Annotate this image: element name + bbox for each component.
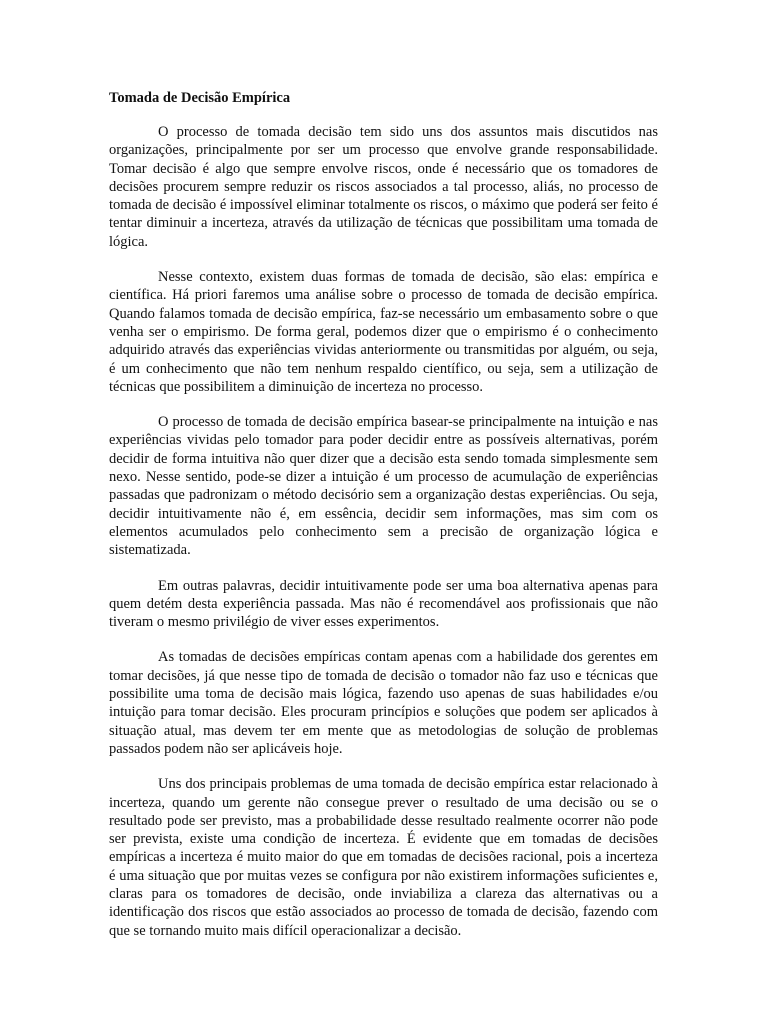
- paragraph-5: As tomadas de decisões empíricas contam apenas com a habilidade dos gerentes em tomar decisões, já que nesse tipo de tomada de decisão o tomador não faz uso e técnicas que possibilite uma toma de decisão mais lógica, fazendo uso apenas de suas habilidades e/ou intuição para tomar decisão. Eles procuram princípios e soluções que podem ser aplicados à situação atual, mas devem ter em mente que as metodologias de solução de problemas passados podem não ser aplicáveis hoje.: [109, 649, 658, 757]
- paragraph-3: O processo de tomada de decisão empírica basear-se principalmente na intuição e nas experiências vividas pelo tomador para poder decidir entre as possíveis alternativas, porém decidir de forma intuitiva não quer dizer que a decisão esta sendo tomada simplesmente sem nexo. Nesse sentido, pode-se dizer a intuição é um processo de acumulação de experiências passadas que padronizam o método decisório sem a organização destas experiências. Ou seja, decidir intuitivamente não é, em essência, decidir sem informações, mas sim com os elementos acumulados pelo conhecimento sem a precisão de organização lógica e sistematizada.: [109, 414, 658, 559]
- paragraph-4: Em outras palavras, decidir intuitivamente pode ser uma boa alternativa apenas para quem detém desta experiência passada. Mas não é recomendável aos profissionais que não tiveram o mesmo privilégio de viver esses experimentos.: [109, 577, 658, 631]
- paragraph-1: O processo de tomada decisão tem sido uns dos assuntos mais discutidos nas organizações, principalmente por ser um processo que envolve grande responsabilidade. Tomar decisão é algo que sempre envolve riscos, onde é necessário que os tomadores de decisões procurem sempre reduzir os riscos associados a tal processo, aliás, no processo de tomada de decisão é impossível eliminar totalmente os riscos, o máximo que poderá ser feito é tentar diminuir a incerteza, através da utilização de técnicas que possibilitam uma tomada de lógica.: [109, 124, 658, 250]
- document-title: Tomada de Decisão Empírica: [109, 90, 291, 106]
- paragraph-6: Uns dos principais problemas de uma tomada de decisão empírica estar relacionado à incerteza, quando um gerente não consegue prever o resultado de uma decisão ou se o resultado pode ser previsto, mas a probabilidade desse resultado realmente ocorrer não pode ser prevista, existe uma condição de incerteza. É evidente que em tomadas de decisões empíricas a incerteza é muito maior do que em tomadas de decisões racional, pois a incerteza é uma situação que por muitas vezes se configura por não existirem informações suficientes e, claras para os tomadores de decisão, onde inviabiliza a clareza das alternativas ou a identificação dos riscos que estão associados ao processo de tomada de decisão, fazendo com que se tornando muito mais difícil operacionalizar a decisão.: [109, 776, 658, 939]
- paragraph-2: Nesse contexto, existem duas formas de tomada de decisão, são elas: empírica e científica. Há priori faremos uma análise sobre o processo de tomada de decisão empírica. Quando falamos tomada de decisão empírica, faz-se necessário um embasamento sobre o que venha ser o empirismo. De forma geral, podemos dizer que o empirismo é o conhecimento adquirido através das experiências vividas anteriormente ou transmitidas por alguém, ou seja, é um conhecimento que não tem nenhum respaldo científico, ou seja, sem a utilização de técnicas que possibilitem a diminuição de incerteza no processo.: [109, 269, 658, 395]
- document-body: [109, 88, 658, 957]
